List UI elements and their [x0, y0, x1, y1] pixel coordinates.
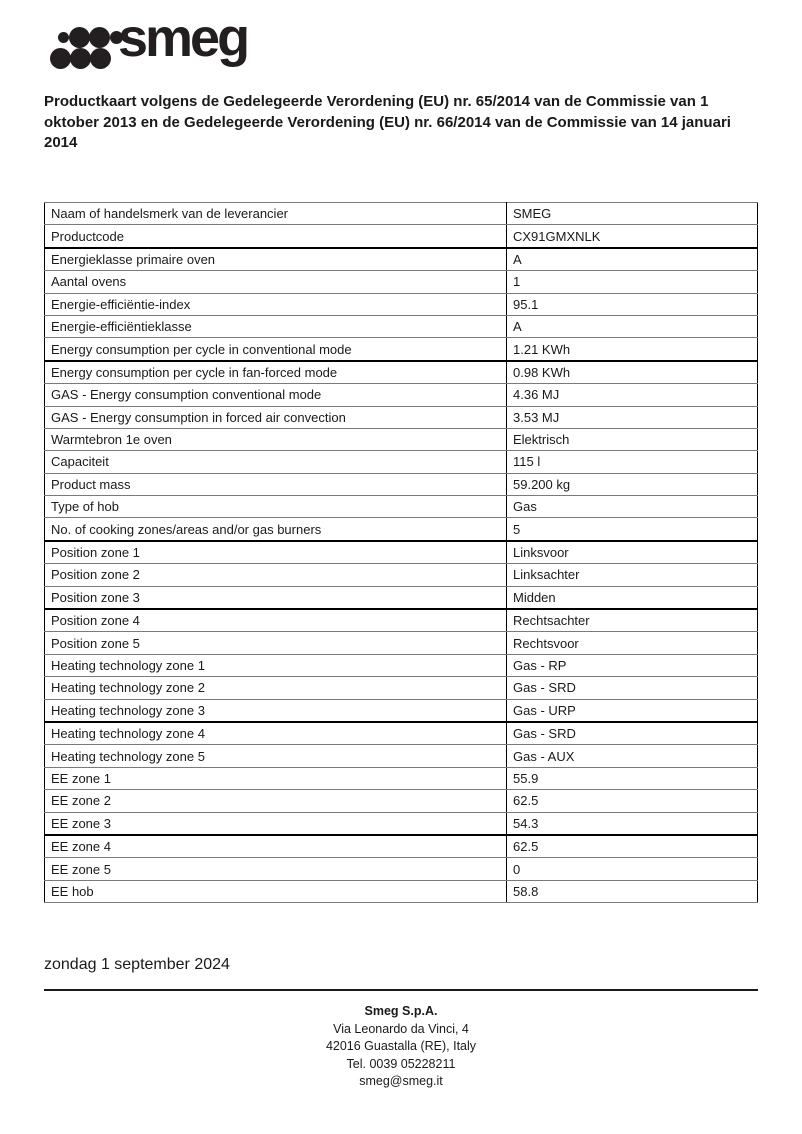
spec-label-cell: GAS - Energy consumption in forced air convection: [45, 406, 507, 428]
spec-value-cell: 55.9: [507, 767, 758, 789]
table-row: [45, 428, 758, 450]
spec-label-cell: GAS - Energy consumption conventional mode: [45, 384, 507, 406]
table-row: [45, 586, 758, 609]
logo-dot-icon: [69, 27, 90, 48]
spec-label-cell: Energie-efficiëntieklasse: [45, 315, 507, 337]
table-row: [45, 293, 758, 315]
spec-value-cell: Gas - AUX: [507, 745, 758, 767]
spec-value-cell: Linksachter: [507, 564, 758, 586]
table-row: [45, 451, 758, 473]
spec-value-cell: 1: [507, 271, 758, 293]
logo-dot-icon: [70, 48, 91, 69]
table-row: [45, 225, 758, 248]
table-row: [45, 677, 758, 699]
document-date: zondag 1 september 2024: [44, 956, 230, 973]
table-row: [45, 518, 758, 541]
spec-value-cell: Midden: [507, 586, 758, 609]
footer-phone: Tel. 0039 05228211: [346, 1056, 456, 1071]
spec-label-cell: Position zone 4: [45, 609, 507, 632]
spec-value-cell: Rechtsachter: [507, 609, 758, 632]
table-row: [45, 564, 758, 586]
table-row: [45, 858, 758, 880]
spec-value-cell: 1.21 KWh: [507, 338, 758, 361]
spec-label-cell: Energy consumption per cycle in conventional mode: [45, 338, 507, 361]
spec-value-cell: 0: [507, 858, 758, 880]
spec-label-cell: Heating technology zone 3: [45, 699, 507, 722]
footer-address-line1: Via Leonardo da Vinci, 4: [333, 1021, 469, 1036]
table-row: [45, 835, 758, 858]
table-row: [45, 632, 758, 654]
table-row: [45, 271, 758, 293]
spec-label-cell: Naam of handelsmerk van de leverancier: [45, 203, 507, 225]
footer-email: smeg@smeg.it: [359, 1074, 443, 1089]
spec-value-cell: 95.1: [507, 293, 758, 315]
spec-value-cell: Gas - SRD: [507, 722, 758, 745]
spec-label-cell: Heating technology zone 1: [45, 654, 507, 676]
spec-label-cell: No. of cooking zones/areas and/or gas burners: [45, 518, 507, 541]
spec-label-cell: Heating technology zone 2: [45, 677, 507, 699]
spec-label-cell: Productcode: [45, 225, 507, 248]
spec-label-cell: Heating technology zone 5: [45, 745, 507, 767]
spec-value-cell: 115 l: [507, 451, 758, 473]
spec-label-cell: Aantal ovens: [45, 271, 507, 293]
spec-label-cell: Position zone 5: [45, 632, 507, 654]
brand-wordmark: smeg: [118, 8, 248, 68]
spec-label-cell: Heating technology zone 4: [45, 722, 507, 745]
table-row: [45, 745, 758, 767]
table-row: [45, 609, 758, 632]
table-row: [45, 722, 758, 745]
logo-dot-icon: [58, 32, 69, 43]
spec-value-cell: 54.3: [507, 812, 758, 835]
spec-value-cell: Elektrisch: [507, 428, 758, 450]
spec-value-cell: 0.98 KWh: [507, 361, 758, 384]
spec-value-cell: 58.8: [507, 880, 758, 902]
table-row: [45, 384, 758, 406]
spec-value-cell: 4.36 MJ: [507, 384, 758, 406]
spec-label-cell: Energy consumption per cycle in fan-forced mode: [45, 361, 507, 384]
spec-value-cell: 3.53 MJ: [507, 406, 758, 428]
spec-value-cell: Gas - RP: [507, 654, 758, 676]
spec-label-cell: Position zone 1: [45, 541, 507, 564]
spec-label-cell: EE zone 2: [45, 790, 507, 812]
spec-value-cell: Gas - URP: [507, 699, 758, 722]
table-row: [45, 699, 758, 722]
spec-label-cell: EE zone 3: [45, 812, 507, 835]
table-row: [45, 812, 758, 835]
table-row: [45, 880, 758, 902]
spec-label-cell: Energieklasse primaire oven: [45, 248, 507, 271]
spec-value-cell: Rechtsvoor: [507, 632, 758, 654]
spec-value-cell: Gas: [507, 496, 758, 518]
spec-value-cell: 62.5: [507, 790, 758, 812]
spec-table-body: [45, 203, 758, 903]
table-row: [45, 248, 758, 271]
spec-label-cell: Type of hob: [45, 496, 507, 518]
spec-label-cell: Product mass: [45, 473, 507, 495]
logo-dot-icon: [89, 27, 110, 48]
spec-label-cell: EE zone 1: [45, 767, 507, 789]
spec-label-cell: Energie-efficiëntie-index: [45, 293, 507, 315]
spec-label-cell: Capaciteit: [45, 451, 507, 473]
spec-label-cell: Position zone 3: [45, 586, 507, 609]
spec-value-cell: 5: [507, 518, 758, 541]
table-row: [45, 361, 758, 384]
document-title: Productkaart volgens de Gedelegeerde Verordening (EU) nr. 65/2014 van de Commissie van 1 oktober 2013 en de Gedelegeerde Verordening (EU) nr. 66/2014 van de Commissie van 14 januari 2014: [44, 93, 731, 152]
spec-value-cell: Linksvoor: [507, 541, 758, 564]
spec-value-cell: Gas - SRD: [507, 677, 758, 699]
spec-label-cell: EE hob: [45, 880, 507, 902]
spec-value-cell: SMEG: [507, 203, 758, 225]
table-row: [45, 496, 758, 518]
footer-divider: [44, 989, 758, 991]
smeg-logo: [48, 8, 258, 80]
spec-value-cell: CX91GMXNLK: [507, 225, 758, 248]
spec-label-cell: Position zone 2: [45, 564, 507, 586]
table-row: [45, 473, 758, 495]
table-row: [45, 338, 758, 361]
spec-value-cell: 62.5: [507, 835, 758, 858]
footer: [44, 1003, 758, 1091]
spec-table: [44, 202, 758, 903]
spec-value-cell: A: [507, 315, 758, 337]
table-row: [45, 654, 758, 676]
spec-label-cell: EE zone 5: [45, 858, 507, 880]
footer-address-line2: 42016 Guastalla (RE), Italy: [325, 1039, 477, 1054]
footer-company-name: Smeg S.p.A.: [364, 1004, 438, 1018]
table-row: [45, 767, 758, 789]
logo-dot-icon: [90, 48, 111, 69]
spec-label-cell: Warmtebron 1e oven: [45, 428, 507, 450]
table-row: [45, 541, 758, 564]
table-row: [45, 203, 758, 225]
logo-dot-icon: [50, 48, 71, 69]
spec-value-cell: 59.200 kg: [507, 473, 758, 495]
spec-value-cell: A: [507, 248, 758, 271]
spec-label-cell: EE zone 4: [45, 835, 507, 858]
table-row: [45, 406, 758, 428]
table-row: [45, 790, 758, 812]
table-row: [45, 315, 758, 337]
